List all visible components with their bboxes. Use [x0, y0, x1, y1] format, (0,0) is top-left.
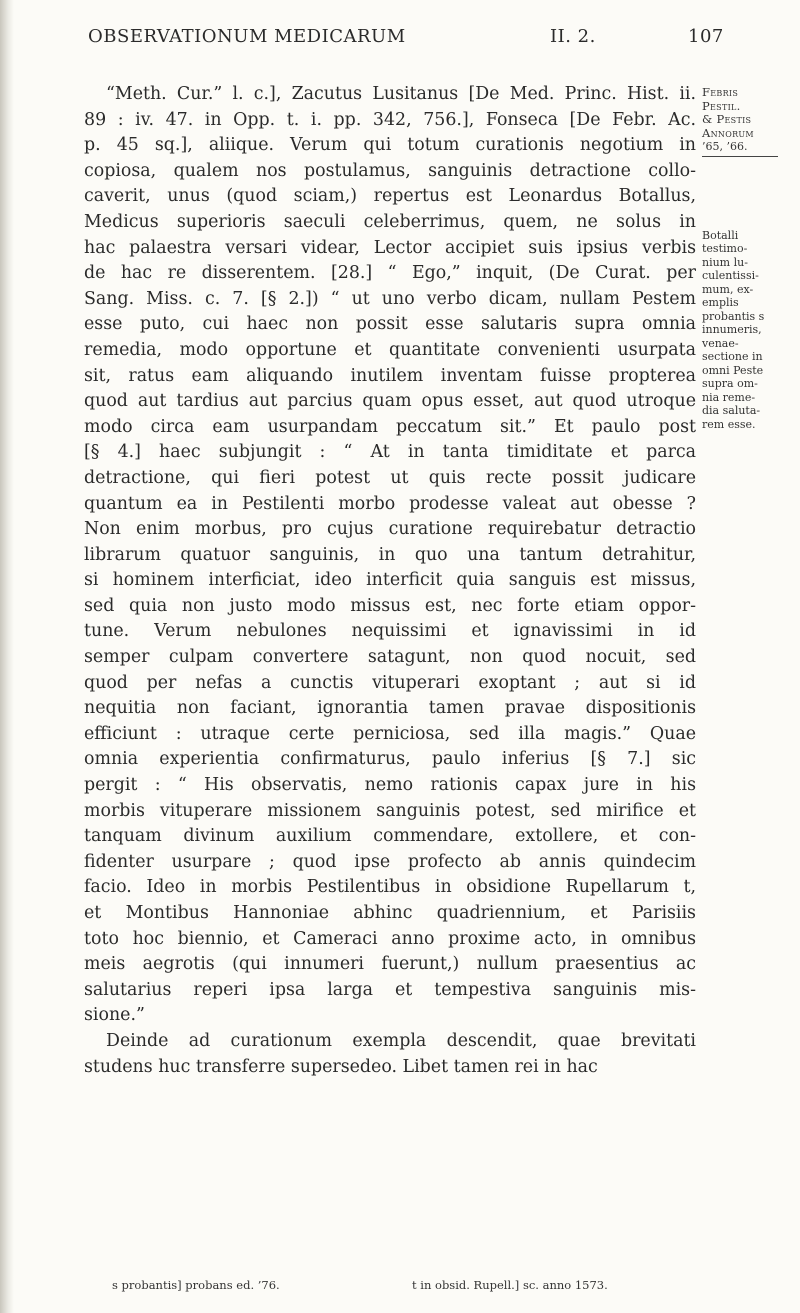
margin-heading-line: Annorum: [702, 125, 754, 140]
margin-note-line: probantis s: [702, 309, 765, 323]
footnote: t in obsid. Rupell.] sc. anno 1573.: [412, 1278, 608, 1292]
text-line: salutarius reperi ipsa larga et tempestiva sanguinis mis-: [84, 979, 696, 1000]
text-line: 89 : iv. 47. in Opp. t. i. pp. 342, 756.], Fonseca [De Febr. Ac.: [84, 109, 696, 130]
margin-note-line: mum, ex-: [702, 282, 754, 296]
main-text: [84, 82, 696, 1080]
margin-note-line: innumeris,: [702, 323, 762, 336]
running-title: OBSERVATIONUM MEDICARUM: [88, 26, 406, 47]
text-line: facio. Ideo in morbis Pestilentibus in obsidione Rupellarum t,: [84, 877, 696, 898]
margin-note-line: nia reme-: [702, 390, 756, 404]
margin-notes: [702, 86, 796, 431]
text-line: et Montibus Hannoniae abhinc quadriennium, et Parisiis: [84, 903, 696, 923]
margin-note-line: nium lu-: [702, 255, 748, 269]
text-line: Non enim morbus, pro cujus curatione requirebatur detractio: [84, 519, 696, 540]
page-gutter-shadow: [0, 0, 14, 1313]
text-line: “Meth. Cur.” l. c.], Zacutus Lusitanus [De Med. Princ. Hist. ii.: [106, 84, 696, 104]
text-line: quod per nefas a cunctis vituperari exoptant ; aut si id: [84, 672, 696, 693]
text-line: esse puto, cui haec non possit esse salutaris supra omnia: [84, 314, 696, 335]
margin-heading-line: Febris: [702, 85, 739, 99]
margin-note-line: testimo-: [702, 242, 748, 255]
text-line: sit, ratus eam aliquando inutilem inventam fuisse propterea: [84, 365, 696, 386]
text-line: Deinde ad curationum exempla descendit, quae brevitati: [106, 1030, 696, 1051]
margin-heading-line: ’65, ’66.: [702, 140, 748, 153]
text-line: hac palaestra versari videar, Lector accipiet suis ipsius verbis: [84, 237, 696, 258]
text-line: omnia experientia confirmaturus, paulo inferius [§ 7.] sic: [84, 749, 696, 770]
margin-note-line: supra om-: [702, 377, 758, 390]
margin-divider: [702, 156, 778, 157]
margin-note-line: venae-: [702, 336, 739, 350]
text-line: de hac re disserentem. [28.] “ Ego,” inquit, (De Curat. per: [84, 263, 696, 284]
text-line: copiosa, qualem nos postulamus, sanguinis detractione collo-: [84, 160, 696, 181]
page-number: 107: [688, 26, 724, 47]
text-line: [§ 4.] haec subjungit : “ At in tanta timiditate et parca: [84, 442, 696, 463]
text-line: Sang. Miss. c. 7. [§ 2.]) “ ut uno verbo dicam, nullam Pestem: [84, 288, 696, 309]
text-line: tanquam divinum auxilium commendare, extollere, et con-: [84, 826, 696, 847]
text-line: sione.”: [84, 1005, 145, 1026]
text-line: remedia, modo opportune et quantitate convenienti usurpata: [84, 339, 696, 360]
text-line: detractione, qui fieri potest ut quis recte possit judicare: [84, 467, 696, 488]
text-line: fidenter usurpare ; quod ipse profecto ab annis quindecim: [84, 851, 696, 872]
margin-note-line: culentissi-: [702, 269, 759, 282]
text-line: studens huc transferre supersedeo. Libet tamen rei in hac: [84, 1056, 598, 1077]
text-line: efficiunt : utraque certe perniciosa, sed illa magis.” Quae: [84, 723, 696, 744]
text-line: nequitia non faciant, ignorantia tamen pravae dispositionis: [84, 698, 696, 719]
text-line: pergit : “ His observatis, nemo rationis capax jure in his: [84, 775, 696, 796]
text-line: modo circa eam usurpandam peccatum sit.” Et paulo post: [84, 416, 696, 437]
text-line: morbis vituperare missionem sanguinis potest, sed mirifice et: [84, 800, 696, 821]
text-line: Medicus superioris saeculi celeberrimus, quem, ne solus in: [84, 211, 696, 232]
margin-note-line: dia saluta-: [702, 404, 761, 417]
text-line: si hominem interficiat, ideo interficit quia sanguis est missus,: [84, 570, 696, 591]
footnotes: [112, 1278, 712, 1292]
section-number: II. 2.: [550, 26, 596, 47]
text-line: sed quia non justo modo missus est, nec forte etiam oppor-: [84, 595, 696, 616]
margin-note-line: omni Peste: [702, 363, 764, 377]
text-line: meis aegrotis (qui innumeri fuerunt,) nullum praesentius ac: [84, 954, 696, 975]
text-line: librarum quatuor sanguinis, in quo una tantum detrahitur,: [84, 544, 696, 565]
margin-heading-line: Pestil.: [702, 98, 741, 113]
running-header: [78, 10, 738, 50]
footnote: s probantis] probans ed. ’76.: [112, 1278, 280, 1292]
text-line: toto hoc biennio, et Cameraci anno proxime acto, in omnibus: [84, 928, 696, 949]
margin-note-line: rem esse.: [702, 417, 756, 431]
text-line: p. 45 sq.], aliique. Verum qui totum curationis negotium in: [84, 135, 696, 156]
text-line: quantum ea in Pestilenti morbo prodesse valeat aut obesse ?: [84, 493, 696, 514]
text-line: quod aut tardius aut parcius quam opus esset, aut quod utroque: [84, 391, 696, 412]
text-line: tune. Verum nebulones nequissimi et ignavissimi in id: [84, 621, 696, 642]
margin-note-line: Botalli: [702, 228, 739, 242]
margin-heading-line: & Pestis: [702, 112, 752, 126]
margin-note-line: sectione in: [702, 350, 763, 363]
text-line: caverit, unus (quod sciam,) repertus est Leonardus Botallus,: [84, 186, 696, 207]
margin-note-line: emplis: [702, 296, 739, 309]
text-line: semper culpam convertere satagunt, non quod nocuit, sed: [84, 647, 696, 668]
